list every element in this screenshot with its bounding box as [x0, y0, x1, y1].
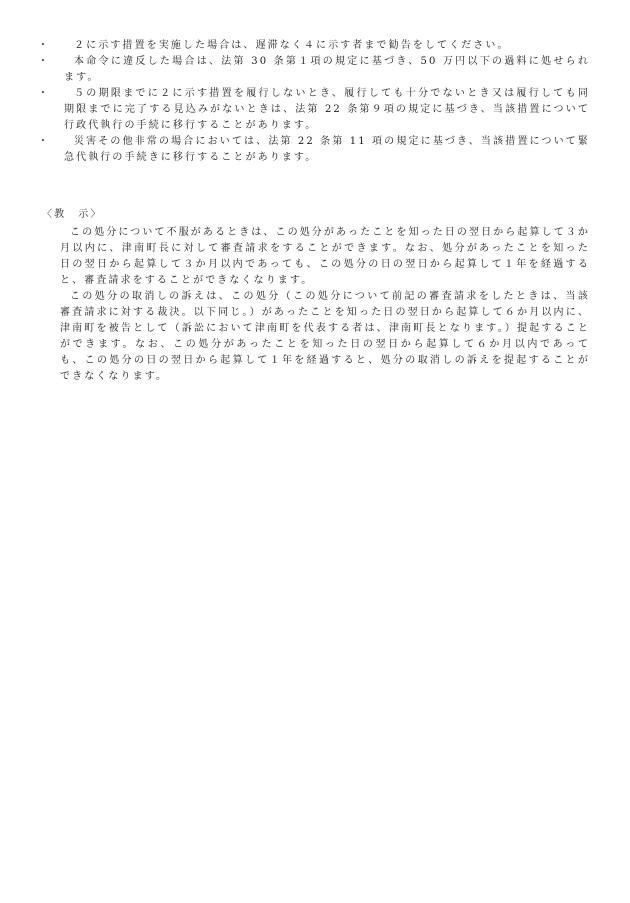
bullet: ・ — [38, 88, 48, 99]
note-text: 本命令に違反した場合は、法第 30 条第１項の規定に基づき、50 万円以下の過料に処せられます。 — [64, 56, 590, 83]
note-item — [34, 38, 590, 54]
paragraph: この処分の取消しの訴えは、この処分（この処分について前記の審査請求をしたときは、当該審査請求に対する裁決。以下同じ。）があったことを知った日の翌日から起算して６か月以内に、津南町を被告として（訴訟において津南町を代表する者は、津南町長となります。）提起することができます。なお、この処分があったことを知った日の翌日から起算して６か月以内であっても、この処分の日の翌日から起算して１年を経過すると、処分の取消しの訴えを提起することができなくなります。 — [60, 291, 590, 382]
bullet: ・ — [38, 136, 48, 147]
note-item — [34, 86, 590, 134]
note-item — [34, 54, 590, 86]
bullet: ・ — [38, 40, 48, 51]
notes-list — [34, 38, 590, 166]
appeal-instructions-section — [44, 207, 590, 385]
note-item — [34, 134, 590, 166]
section-heading: 〈教 示〉 — [42, 209, 103, 220]
note-text: ５の期限までに２に示す措置を履行しないとき、履行しても十分でないとき又は履行しても同期限までに完了する見込みがないときは、法第 22 条第９項の規定に基づき、当該措置について行政代執行の手続に移行することがあります。 — [64, 88, 590, 131]
bullet: ・ — [38, 56, 48, 67]
note-text: ２に示す措置を実施した場合は、遅滞なく４に示す者まで勧告をしてください。 — [74, 40, 510, 51]
paragraph: この処分について不服があるときは、この処分があったことを知った日の翌日から起算して３か月以内に、津南町長に対して審査請求をすることができます。なお、処分があったことを知った日の翌日から起算して３か月以内であっても、この処分の日の翌日から起算して１年を経過すると、審査請求をすることができなくなります。 — [60, 227, 590, 286]
note-text: 災害その他非常の場合においては、法第 22 条第 11 項の規定に基づき、当該措置について緊急代執行の手続きに移行することがあります。 — [64, 136, 590, 163]
